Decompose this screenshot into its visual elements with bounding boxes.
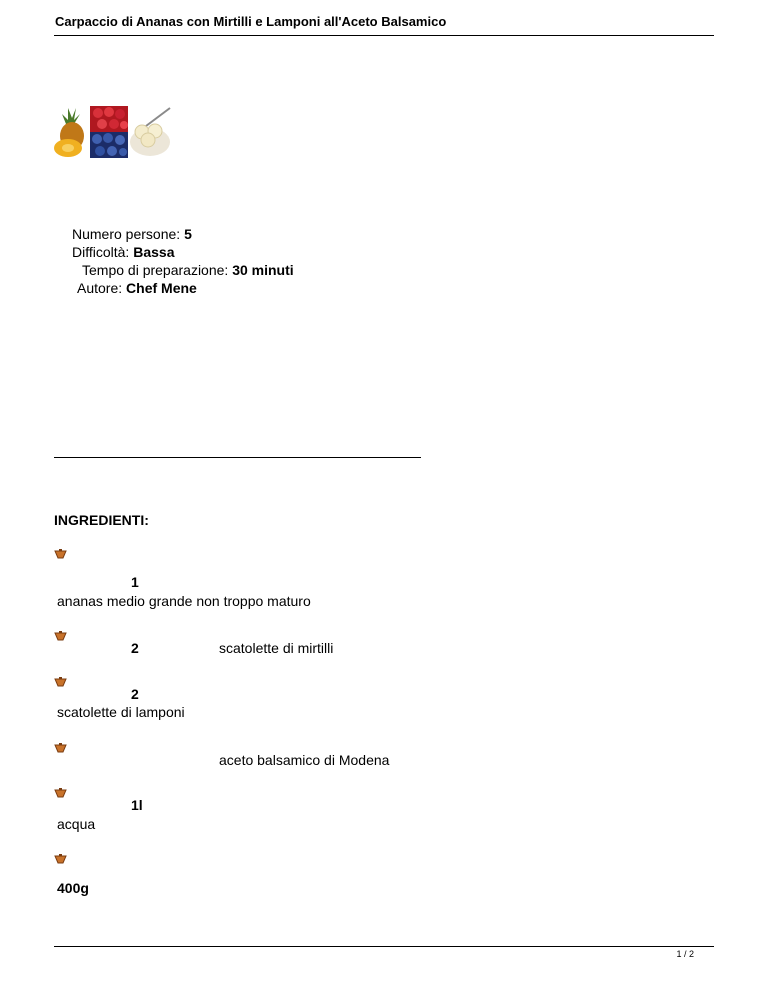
- ingredients-title: INGREDIENTI:: [54, 512, 149, 528]
- ingredient-qty: 2: [131, 640, 139, 656]
- difficulty-value: Bassa: [133, 244, 175, 260]
- recipe-photo: [54, 106, 172, 158]
- ingredient-text: aceto balsamico di Modena: [219, 752, 390, 768]
- ingredient-qty: 2: [131, 686, 139, 702]
- prep-time-label: Tempo di preparazione:: [82, 262, 233, 278]
- author-value: Chef Mene: [126, 280, 197, 296]
- servings-value: 5: [184, 226, 192, 242]
- bowl-bullet-icon: [54, 851, 67, 861]
- author-label: Autore:: [77, 280, 127, 296]
- servings-line: [72, 226, 192, 242]
- prep-time-value: 30 minuti: [232, 262, 294, 278]
- ingredient-qty: 1l: [131, 797, 143, 813]
- header-rule: [54, 35, 714, 36]
- ingredient-text: acqua: [57, 816, 96, 832]
- page-number: 1 / 2: [676, 949, 694, 959]
- difficulty-label: Difficoltà:: [72, 244, 134, 260]
- author-line: [77, 280, 197, 296]
- footer-rule: [54, 946, 714, 947]
- bowl-bullet-icon: [54, 785, 67, 795]
- ingredient-text: scatolette di mirtilli: [219, 640, 334, 656]
- ingredient-qty: 400g: [57, 880, 89, 896]
- bowl-bullet-icon: [54, 546, 67, 556]
- servings-label: Numero persone:: [72, 226, 185, 242]
- difficulty-line: [72, 244, 174, 260]
- bowl-bullet-icon: [54, 674, 67, 684]
- ingredient-qty: 1: [131, 574, 139, 590]
- bowl-bullet-icon: [54, 628, 67, 638]
- ingredient-text: ananas medio grande non troppo maturo: [57, 593, 311, 609]
- ingredient-text: scatolette di lamponi: [57, 704, 185, 720]
- bowl-bullet-icon: [54, 740, 67, 750]
- section-divider: [54, 457, 421, 458]
- prep-time-line: [82, 262, 294, 278]
- document-title: Carpaccio di Ananas con Mirtilli e Lamponi all'Aceto Balsamico: [55, 14, 447, 29]
